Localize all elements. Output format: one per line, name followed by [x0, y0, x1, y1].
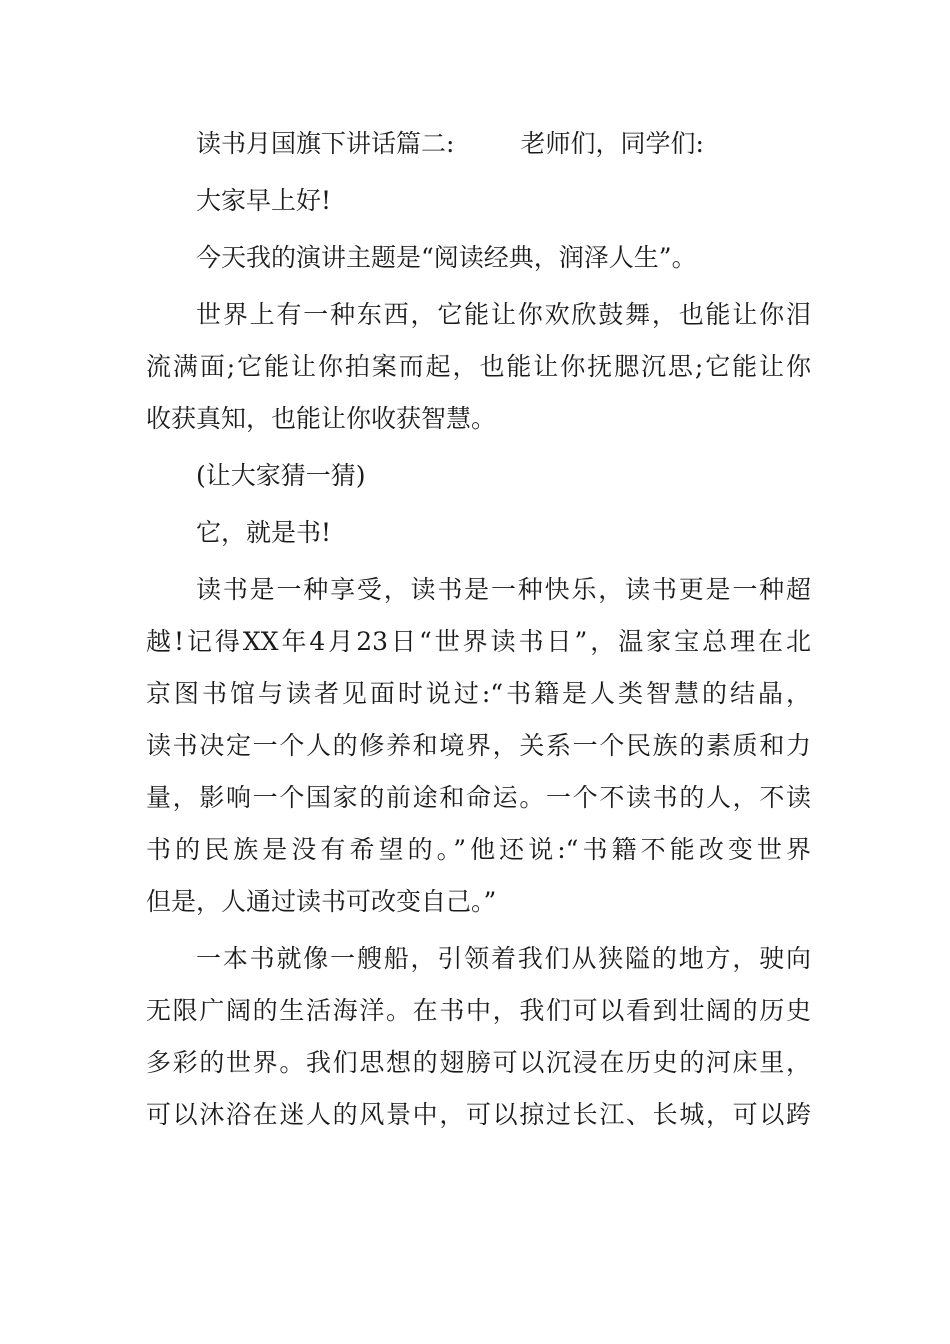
document-body	[146, 118, 811, 1146]
paragraph-line: 越!记得XX年4月23日“世界读书日”，温家宝总理在北	[146, 627, 811, 656]
paragraph-line: 无限广阔的生活海洋。在书中，我们可以看到壮阔的历史	[146, 996, 811, 1025]
paragraph-topic	[146, 232, 811, 284]
paragraph-guess	[146, 450, 811, 502]
paragraph-line: 可以沐浴在迷人的风景中，可以掠过长江、长城，可以跨	[146, 1100, 811, 1129]
paragraph-line: 流满面;它能让你拍案而起，也能让你抚腮沉思;它能让你	[146, 352, 811, 381]
speech-title: 读书月国旗下讲话篇二:	[196, 129, 455, 158]
paragraph-line: 它，就是书!	[196, 518, 332, 547]
paragraph-line: 大家早上好!	[196, 186, 332, 215]
paragraph-world	[146, 289, 811, 445]
paragraph-line: 今天我的演讲主题是“阅读经典，润泽人生”。	[196, 243, 697, 272]
paragraph-line: 读书决定一个人的修养和境界，关系一个民族的素质和力	[146, 731, 811, 760]
paragraph-line: 书的民族是没有希望的。”他还说:“书籍不能改变世界	[146, 835, 811, 864]
paragraph-line: 一本书就像一艘船，引领着我们从狭隘的地方，驶向	[196, 944, 811, 973]
heading-line	[146, 118, 811, 170]
paragraph-line: 多彩的世界。我们思想的翅膀可以沉浸在历史的河床里，	[146, 1048, 811, 1077]
paragraph-answer	[146, 507, 811, 559]
paragraph-reading	[146, 564, 811, 928]
paragraph-line: 收获真知，也能让你收获智慧。	[146, 404, 497, 433]
paragraph-line: 京图书馆与读者见面时说过:“书籍是人类智慧的结晶，	[146, 679, 811, 708]
paragraph-line: (让大家猜一猜)	[196, 461, 366, 490]
paragraph-line: 读书是一种享受，读书是一种快乐，读书更是一种超	[196, 575, 811, 604]
paragraph-line: 世界上有一种东西，它能让你欢欣鼓舞，也能让你泪	[196, 300, 811, 329]
salutation: 老师们，同学们:	[520, 129, 704, 158]
paragraph-ship	[146, 933, 811, 1141]
paragraph-greeting	[146, 175, 811, 227]
paragraph-line: 但是，人通过读书可改变自己。”	[146, 887, 497, 916]
paragraph-line: 量，影响一个国家的前途和命运。一个不读书的人，不读	[146, 783, 811, 812]
